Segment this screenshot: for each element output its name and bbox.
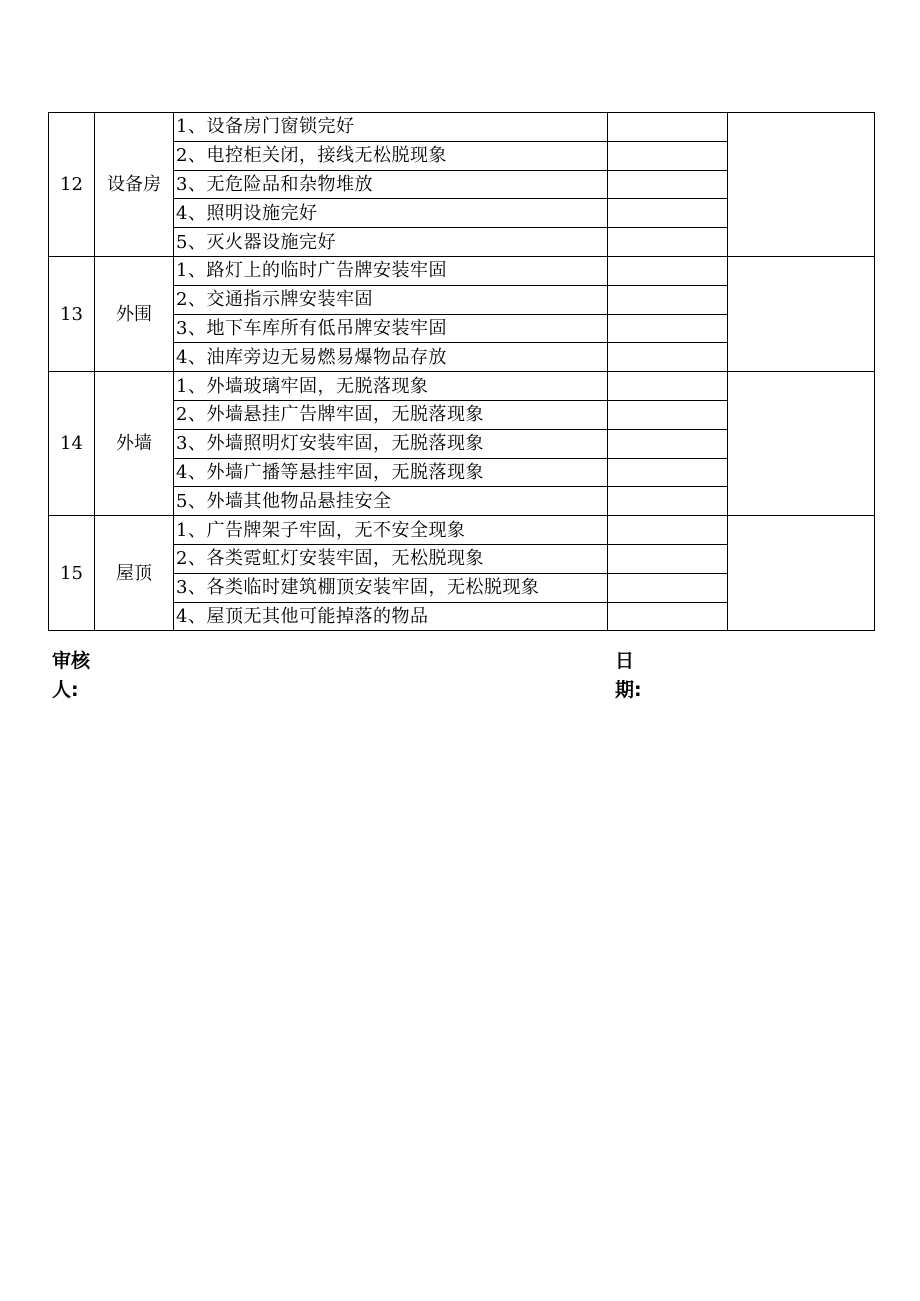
table-row	[49, 516, 875, 545]
check-item: 3、各类临时建筑棚顶安装牢固，无松脱现象	[174, 573, 608, 602]
table-row	[49, 256, 875, 285]
result-cell	[608, 372, 728, 401]
check-item: 1、路灯上的临时广告牌安装牢固	[174, 256, 608, 285]
result-cell	[608, 544, 728, 573]
area-name: 外围	[95, 256, 174, 371]
date-label: 日 期:	[615, 650, 642, 701]
inspection-table	[48, 112, 875, 631]
check-item: 4、照明设施完好	[174, 199, 608, 228]
result-cell	[608, 602, 728, 631]
reviewer-label: 审核 人:	[52, 650, 91, 701]
check-item: 5、外墙其他物品悬挂安全	[174, 487, 608, 516]
result-cell	[608, 170, 728, 199]
result-cell	[608, 458, 728, 487]
check-item: 2、交通指示牌安装牢固	[174, 285, 608, 314]
check-item: 4、屋顶无其他可能掉落的物品	[174, 602, 608, 631]
row-number: 15	[49, 516, 95, 631]
remark-cell	[728, 113, 875, 257]
row-number: 12	[49, 113, 95, 257]
check-item: 1、广告牌架子牢固，无不安全现象	[174, 516, 608, 545]
row-number: 13	[49, 256, 95, 371]
remark-cell	[728, 256, 875, 371]
result-cell	[608, 400, 728, 429]
check-item: 3、无危险品和杂物堆放	[174, 170, 608, 199]
result-cell	[608, 285, 728, 314]
area-name: 设备房	[95, 113, 174, 257]
result-cell	[608, 429, 728, 458]
table-row	[49, 372, 875, 401]
result-cell	[608, 573, 728, 602]
check-item: 5、灭火器设施完好	[174, 228, 608, 257]
check-item: 4、油库旁边无易燃易爆物品存放	[174, 343, 608, 372]
result-cell	[608, 516, 728, 545]
check-item: 2、各类霓虹灯安装牢固，无松脱现象	[174, 544, 608, 573]
remark-cell	[728, 372, 875, 516]
check-item: 1、设备房门窗锁完好	[174, 113, 608, 142]
check-item: 2、外墙悬挂广告牌牢固，无脱落现象	[174, 400, 608, 429]
result-cell	[608, 487, 728, 516]
result-cell	[608, 256, 728, 285]
area-name: 屋顶	[95, 516, 174, 631]
remark-cell	[728, 516, 875, 631]
result-cell	[608, 141, 728, 170]
check-item: 3、外墙照明灯安装牢固，无脱落现象	[174, 429, 608, 458]
result-cell	[608, 314, 728, 343]
result-cell	[608, 199, 728, 228]
result-cell	[608, 228, 728, 257]
result-cell	[608, 343, 728, 372]
row-number: 14	[49, 372, 95, 516]
table-row	[49, 113, 875, 142]
area-name: 外墙	[95, 372, 174, 516]
inspection-table-body	[49, 113, 875, 631]
check-item: 2、电控柜关闭，接线无松脱现象	[174, 141, 608, 170]
check-item: 4、外墙广播等悬挂牢固，无脱落现象	[174, 458, 608, 487]
check-item: 3、地下车库所有低吊牌安装牢固	[174, 314, 608, 343]
result-cell	[608, 113, 728, 142]
check-item: 1、外墙玻璃牢固，无脱落现象	[174, 372, 608, 401]
